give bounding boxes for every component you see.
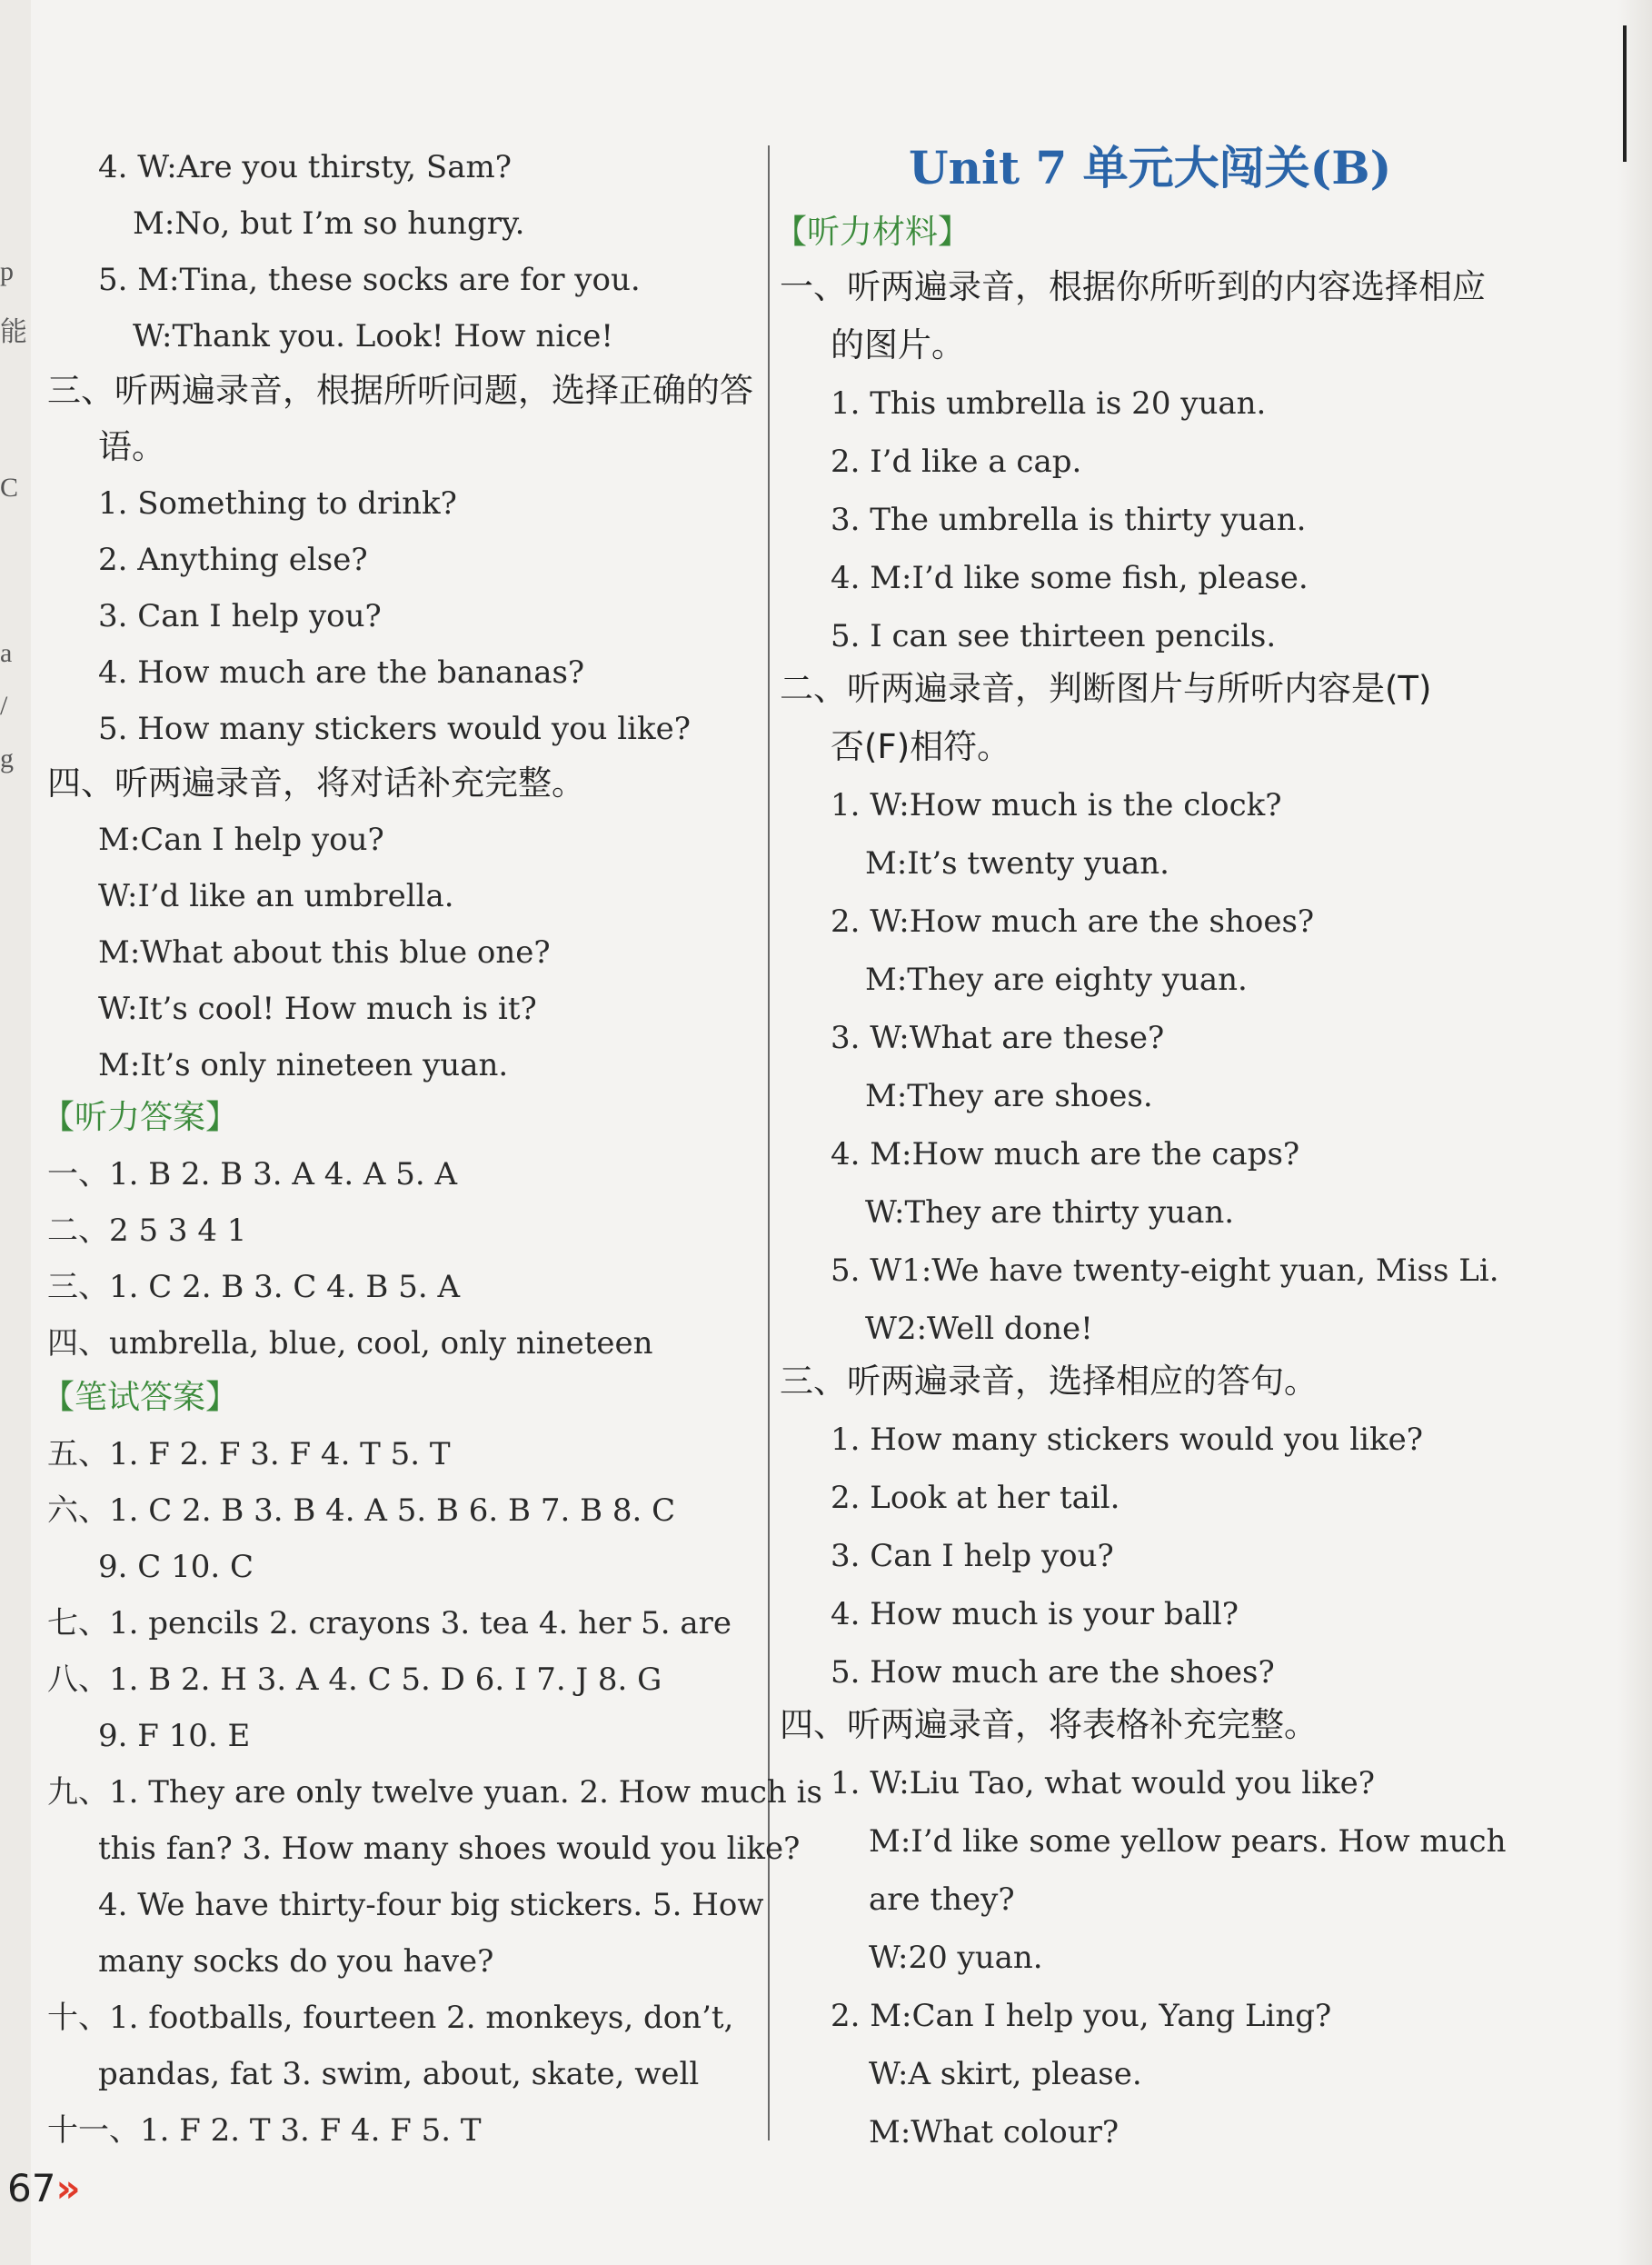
- script-line: 4. M:How much are the caps?: [831, 1136, 1300, 1172]
- double-chevron-icon: »: [55, 2166, 81, 2210]
- script-line: 3. Can I help you?: [831, 1538, 1114, 1574]
- script-line: 1. Something to drink?: [98, 485, 457, 522]
- script-line: 1. How many stickers would you like?: [831, 1422, 1423, 1458]
- script-line: 3. Can I help you?: [98, 598, 382, 634]
- answer-line: pandas, fat 3. swim, about, skate, well: [98, 2056, 700, 2092]
- script-line: M:They are shoes.: [865, 1078, 1153, 1114]
- script-line: M:They are eighty yuan.: [865, 962, 1248, 998]
- section-heading: 一、听两遍录音，根据你所听到的内容选择相应: [780, 267, 1486, 306]
- answer-line: 九、1. They are only twelve yuan. 2. How much is: [47, 1774, 822, 1811]
- script-line: 4. W:Are you thirsty, Sam?: [98, 149, 512, 185]
- answer-line: this fan? 3. How many shoes would you like?: [98, 1831, 801, 1867]
- script-line: 2. Look at her tail.: [831, 1480, 1120, 1516]
- section-heading-continued: 语。: [98, 427, 165, 466]
- answer-line: 9. C 10. C: [98, 1549, 254, 1585]
- answer-line: 四、umbrella, blue, cool, only nineteen: [47, 1325, 653, 1362]
- answer-line: 二、2 5 3 4 1: [47, 1212, 247, 1249]
- script-line: M:What colour?: [869, 2114, 1120, 2150]
- edge-fragment: p: [0, 256, 14, 286]
- script-line: 5. I can see thirteen pencils.: [831, 618, 1277, 654]
- script-line: W:I’d like an umbrella.: [98, 878, 454, 914]
- script-line: 1. W:Liu Tao, what would you like?: [831, 1765, 1375, 1801]
- script-line: W2:Well done!: [865, 1311, 1093, 1347]
- script-line: 5. How much are the shoes?: [831, 1654, 1275, 1691]
- section-heading: 四、听两遍录音，将对话补充完整。: [47, 763, 585, 803]
- section-heading: 三、听两遍录音，根据所听问题，选择正确的答: [47, 371, 753, 410]
- answer-line: 十一、1. F 2. T 3. F 4. F 5. T: [47, 2112, 482, 2149]
- script-line: W:A skirt, please.: [869, 2056, 1142, 2092]
- answer-line: 9. F 10. E: [98, 1718, 251, 1754]
- answer-line: 七、1. pencils 2. crayons 3. tea 4. her 5. are: [47, 1605, 732, 1641]
- answer-line: 五、1. F 2. F 3. F 4. T 5. T: [47, 1436, 451, 1472]
- script-line: M:It’s only nineteen yuan.: [98, 1047, 509, 1083]
- script-line: 5. W1:We have twenty-eight yuan, Miss Li.: [831, 1252, 1499, 1289]
- script-line: M:Can I help you?: [98, 822, 384, 858]
- listening-answers-heading: 【听力答案】: [42, 1099, 239, 1136]
- script-line: 4. M:I’d like some fish, please.: [831, 560, 1309, 596]
- script-line: 3. W:What are these?: [831, 1020, 1165, 1056]
- edge-fragment: a: [0, 638, 13, 668]
- section-heading: 二、听两遍录音，判断图片与所听内容是(T): [780, 669, 1432, 708]
- script-line: 5. How many stickers would you like?: [98, 711, 691, 747]
- script-line: M:No, but I’m so hungry.: [133, 205, 525, 242]
- script-line: M:I’d like some yellow pears. How much: [869, 1823, 1507, 1860]
- script-line: 1. W:How much is the clock?: [831, 787, 1282, 823]
- answer-line: 十、1. footballs, fourteen 2. monkeys, don’t,: [47, 2000, 734, 2036]
- script-line: 4. How much is your ball?: [831, 1596, 1239, 1632]
- script-line: 2. I’d like a cap.: [831, 444, 1082, 480]
- script-line: 4. How much are the bananas?: [98, 654, 585, 691]
- script-line: W:Thank you. Look! How nice!: [133, 318, 614, 354]
- script-line: M:What about this blue one?: [98, 934, 551, 971]
- section-heading: 四、听两遍录音，将表格补充完整。: [780, 1705, 1318, 1744]
- script-line: 2. Anything else?: [98, 542, 368, 578]
- script-line: W:20 yuan.: [869, 1940, 1043, 1976]
- page-number: [7, 2163, 81, 2214]
- edge-fragment: /: [0, 691, 8, 721]
- script-line: W:They are thirty yuan.: [865, 1194, 1235, 1231]
- unit-title: Unit 7 单元大闯关(B): [909, 141, 1392, 195]
- answer-line: 4. We have thirty-four big stickers. 5. How: [98, 1887, 764, 1923]
- page-edge-mark: [1623, 25, 1627, 162]
- script-line: 2. M:Can I help you, Yang Ling?: [831, 1998, 1332, 2034]
- script-line: 1. This umbrella is 20 yuan.: [831, 385, 1267, 422]
- answer-line: 六、1. C 2. B 3. B 4. A 5. B 6. B 7. B 8. C: [47, 1492, 676, 1529]
- page-binding-shadow: [1617, 0, 1652, 2265]
- script-line: 3. The umbrella is thirty yuan.: [831, 502, 1307, 538]
- script-line: 5. M:Tina, these socks are for you.: [98, 262, 641, 298]
- script-line: W:It’s cool! How much is it?: [98, 991, 537, 1027]
- script-line: M:It’s twenty yuan.: [865, 845, 1169, 882]
- listening-material-heading: 【听力材料】: [774, 214, 971, 251]
- written-answers-heading: 【笔试答案】: [42, 1379, 239, 1416]
- edge-fragment: C: [0, 473, 19, 503]
- script-line: are they?: [869, 1881, 1015, 1918]
- answer-line: many socks do you have?: [98, 1943, 494, 1980]
- edge-fragment: g: [0, 743, 14, 773]
- section-heading-continued: 否(F)相符。: [831, 727, 1011, 766]
- script-line: 2. W:How much are the shoes?: [831, 903, 1315, 940]
- section-heading-continued: 的图片。: [831, 325, 965, 364]
- edge-fragment: 能: [0, 317, 27, 347]
- section-heading: 三、听两遍录音，选择相应的答句。: [780, 1362, 1318, 1401]
- answer-line: 一、1. B 2. B 3. A 4. A 5. A: [47, 1156, 458, 1192]
- answer-line: 八、1. B 2. H 3. A 4. C 5. D 6. I 7. J 8. G: [47, 1661, 662, 1698]
- page-number-text: 67: [7, 2166, 56, 2210]
- answer-line: 三、1. C 2. B 3. C 4. B 5. A: [47, 1269, 461, 1305]
